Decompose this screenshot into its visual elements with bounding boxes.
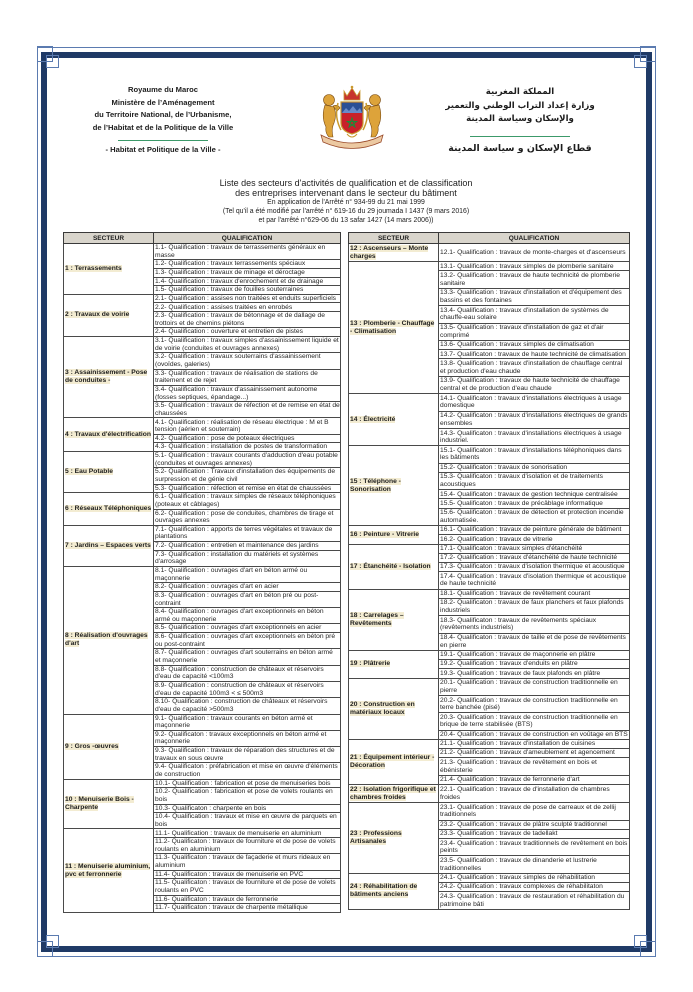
qualification-cell: 3.1- Qualification : travaux simples d'assainissement liquide et de voirie (conduites et ouvrages annexes) xyxy=(155,337,339,352)
qualification-cell: 8.1- Qualification : ouvrages d'art en béton armé ou maçonnerie xyxy=(154,566,341,582)
ministry-line-1: Ministère de l’Aménagement xyxy=(111,97,215,107)
sector-label: 13 : Plomberie - Chauffage - Climatisation xyxy=(350,319,435,335)
qualification-cell: 17.1- Qualificaton : travaux simples d'étanchéité xyxy=(439,544,630,553)
qualification-cell: 17.4- Qualification : travaux d'isolation thermique et acoustique de haute technicité xyxy=(439,572,630,589)
sector-label: 15 : Téléphone - Sonorisation xyxy=(350,477,401,493)
qualification-cell: 15.3- Qualificaton : travaux d'isolation et de traitements acoustiques xyxy=(439,472,630,489)
qualification-cell: 10.3- Qualificaton : charpente en bois xyxy=(154,804,341,813)
qualification-cell: 8.4- Qualification : ouvrages d'art exceptionnels en béton armé ou maçonnerie xyxy=(154,608,341,624)
qualification-cell: 23.3- Qualification : travaux de tadellakt xyxy=(439,829,630,838)
sector-label: 6 : Réseaux Téléphoniques xyxy=(65,505,152,512)
sector-label: 4 : Travaux d'électrification xyxy=(65,430,151,438)
coat-of-arms-icon xyxy=(317,83,387,149)
table-row xyxy=(64,294,341,303)
qualification-cell: 4.3- Qualification : installation de postes de transformation xyxy=(154,443,341,452)
qualification-cell: 18.4- Qualificaton : travaux de taille et de pose de revêtements en pierre xyxy=(439,633,630,650)
table-row xyxy=(349,446,630,463)
qualification-cell: 2.4- Qualification : ouverture et entretien de pistes xyxy=(154,328,341,337)
qualification-cell: 21.4- Qualification : travaux de ferronnerie d'art xyxy=(439,775,630,784)
sector-cell xyxy=(349,244,439,262)
qualification-cell: 15.5- Qualificaton : travaux de précâblage informatique xyxy=(439,499,630,508)
sectors-table-right xyxy=(348,232,630,910)
qualification-cell: 2.1- Qualification : assises non traitées et enduits superficiels xyxy=(154,294,341,303)
ministry-line-3: de l’Habitat et de la Politique de la Ville xyxy=(92,122,234,132)
subtitle-line-2: (Tel qu'il a été modifié par l'arrêté n° 619-16 du 29 joumada I 1437 (9 mars 2016) xyxy=(222,208,470,215)
qualification-cell: 18.2- Qualificaton : travaux de faux planchers et faux plafonds industriels xyxy=(439,598,630,615)
qualification-cell: 11.5- Qualificaton : travaux de fourniture et de pose de volets roulants en PVC xyxy=(154,879,341,895)
qualification-cell: 18.1- Qualification : travaux de revêtement courant xyxy=(439,589,630,598)
sector-label: 18 : Carrelages – Revêtements xyxy=(350,611,404,627)
letterhead-arabic xyxy=(430,86,610,127)
sector-cell xyxy=(64,525,154,566)
qualification-cell: 23.1- Qualification : travaux de pose de carreaux et de zellij traditionnels xyxy=(439,803,630,820)
qualification-cell: 1.4- Qualification : travaux d'enrochement et de drainage xyxy=(154,277,341,286)
green-divider-left xyxy=(118,140,208,141)
qualification-cell: 24.1- Qualification : travaux simples de réhabilitation xyxy=(439,873,630,882)
qualification-cell: 6.2- Qualification : pose de conduites, chambres de tirage et ouvrages annexes xyxy=(154,509,341,525)
ministry-line-2: du Territoire National, de l’Urbanisme, xyxy=(94,110,232,119)
subtitle-line-3: et par l'arrêté n°629-06 du 13 safar 1427 (14 mars 2006)) xyxy=(258,217,434,224)
qualification-cell: 13.3- Qualification : travaux d'installation et d'équipement des bassins et des fontaines xyxy=(439,288,630,305)
table-row xyxy=(349,650,630,659)
qualification-cell: 15.1- Qualificaton : travaux d'installations téléphoniques dans les bâtiments xyxy=(439,446,630,463)
qualification-cell: 15.4- Qualificaton : travaux de gestion technique centralisée xyxy=(439,490,630,499)
sector-cell xyxy=(349,394,439,446)
qualification-cell: 23.4- Qualification : travaux traditionnels de revêtement en bois peints xyxy=(439,838,630,855)
sector-label: 11 : Menuiserie aluminium, pvc et ferronnerie xyxy=(65,862,151,878)
sector-label: 22 : Isolation frigorifique et chambres froides xyxy=(350,785,436,801)
qualification-cell: 13.1- Qualification : travaux simples de plomberie sanitaire xyxy=(439,262,630,271)
qualification-cell: 13.4- Qualification : travaux d'installation de systèmes de chauffe-eau solaire xyxy=(439,306,630,323)
sector-label: 9 : Gros -œuvres xyxy=(65,742,119,750)
table-row xyxy=(64,337,341,353)
qualification-cell: 10.2- Qualification : fabrication et pose de volets roulants en bois xyxy=(154,788,341,804)
table-row xyxy=(349,526,630,535)
kingdom-name: Royaume du Maroc xyxy=(127,85,199,94)
table-row xyxy=(349,394,630,411)
table-row xyxy=(64,418,341,434)
qualification-cell: 14.3- Qualificaton : travaux d'installations électriques à usage industriel. xyxy=(439,428,630,445)
qualification-cell: 8.6- Qualification : ouvrages d'art exceptionnels en béton pré ou post-contraint xyxy=(154,633,341,649)
sector-cell xyxy=(349,589,439,650)
qualification-cell: 21.1- Qualification : travaux d'installation de cuisines xyxy=(439,739,630,748)
qualification-cell: 5.1- Qualification : travaux courants d'adduction d'eau potable (conduites et ouvrages annexes) xyxy=(154,452,341,468)
sector-cell xyxy=(64,452,154,493)
qualification-cell: 23.5- Qualification : travaux de dinanderie et lustrerie traditionnelles xyxy=(439,856,630,873)
kingdom-name-arabic: المملكة المغربية xyxy=(485,87,555,97)
sector-label: 3 : Assainissement - Pose de conduites - xyxy=(65,369,148,385)
qualification-cell: 22.1- Qualification : travaux de d'installation de chambres froides xyxy=(439,784,630,802)
green-divider-right xyxy=(470,136,570,137)
qualification-cell: 15.6- Qualificaton : travaux de détection et protection incendie automatisée. xyxy=(439,508,630,525)
qualification-cell: 8.7- Qualification : ouvrages d'art souterrains en béton armé et maçonnerie xyxy=(154,649,341,665)
table-row xyxy=(64,244,341,260)
table-row xyxy=(349,589,630,598)
sector-label: 1 : Terrassements xyxy=(65,264,122,272)
qualification-cell: 1.3- Qualification : travaux de minage et déroctage xyxy=(154,268,341,277)
qualification-cell: 12.1- Qualification : travaux de monte-charges et d'ascenseurs xyxy=(439,244,630,262)
sector-cell xyxy=(349,873,439,909)
qualification-cell: 16.1- Qualification : travaux de peinture générale de bâtiment xyxy=(439,526,630,535)
title-line-2: des entreprises intervenant dans le secteur du bâtiment xyxy=(235,188,457,198)
table-row xyxy=(64,493,341,509)
ministry-line-2-arabic: والإسكان وسياسة المدينة xyxy=(466,114,574,124)
table-header-row xyxy=(64,233,341,244)
qualification-cell: 1.5- Qualification : travaux de fouilles souterraines xyxy=(154,286,341,295)
sectors-table-left xyxy=(63,232,341,913)
qualification-cell: 11.2- Qualificaton : travaux de fourniture et de pose de volets roulants en aluminium xyxy=(154,838,341,854)
sector-cell xyxy=(64,493,154,526)
table-row xyxy=(64,829,341,838)
qualification-cell: 8.5- Qualification : ouvrages d'art exceptionnels en acier xyxy=(154,624,341,633)
sector-cell xyxy=(349,784,439,802)
sector-cell xyxy=(64,566,154,714)
qualification-cell: 8.9- Qualification : construction de châteaux et réservoirs d'eau de capacité 100m3 < ≤ 500m3 xyxy=(154,681,341,697)
department-french: - Habitat et Politique de la Ville - xyxy=(105,145,221,154)
qualification-cell: 17.2- Qualification : travaux d'étanchéité de haute technicité xyxy=(439,553,630,562)
sector-cell xyxy=(349,739,439,784)
table-header-row xyxy=(349,233,630,244)
sector-label: 21 : Équipement intérieur - Décoration xyxy=(350,753,435,769)
title-line-1: Liste des secteurs d'activités de qualification et de classification xyxy=(219,178,473,188)
table-row xyxy=(349,739,630,748)
table-row xyxy=(64,452,341,468)
qualification-cell: 23.2- Qualification : travaux de plâtre sculpté traditionnel xyxy=(439,820,630,829)
sector-cell xyxy=(349,526,439,544)
qualification-cell: 11.7- Qualificaton : travaux de charpente métallique xyxy=(154,904,341,913)
qualification-cell: 4.1- Qualification : réalisation de réseau électrique : M et B tension (aérien et souterrain) xyxy=(154,418,341,434)
qualification-cell: 10.1- Qualification : fabrication et pose de menuiseries bois xyxy=(154,779,341,788)
sector-cell xyxy=(64,829,154,913)
document-title xyxy=(126,178,566,225)
column-header-sector: SECTEUR xyxy=(64,233,154,244)
sector-cell xyxy=(349,446,439,526)
qualification-cell: 3.2- Qualification : travaux souterrains d'assainissement (ovoïdes, galeries) xyxy=(154,353,341,369)
table-row xyxy=(64,714,341,730)
qualification-cell: 21.2- Qualification : travaux d'ameublement et agencement xyxy=(439,749,630,758)
qualification-cell: 9.2- Qualificaton : travaux exceptionnels en béton armé et maçonnerie xyxy=(154,730,341,746)
table-row xyxy=(349,544,630,553)
qualification-cell: 7.1- Qualification : apports de terres végétales et travaux de plantations xyxy=(154,525,341,541)
qualification-cell: 19.2- Qualification : travaux d'enduits en plâtre xyxy=(439,660,630,669)
qualification-cell: 13.5- Qualification : travaux d'installation de gaz et d'air comprimé xyxy=(439,323,630,340)
table-row xyxy=(349,873,630,882)
table-row xyxy=(64,779,341,788)
qualification-cell: 9.1- Qualification : travaux courants en béton armé et maçonnerie xyxy=(154,714,341,730)
qualification-cell: 6.1- Qualification : travaux simples de réseaux téléphoniques (poteaux et câblages) xyxy=(154,493,341,509)
qualification-cell: 21.3- Qualification : travaux de revêtement en bois et ébénisterie xyxy=(439,758,630,775)
qualification-cell: 2.2- Qualification : assises traitées en enrobés xyxy=(154,303,341,312)
frame-corner-ornament xyxy=(46,55,59,68)
qualification-cell: 8.10- Qualification : construction de châteaux et réservoirs d'eau de capacité >500m3 xyxy=(154,698,341,714)
qualification-cell: 3.5- Qualification : travaux de réfection et de remise en état de chaussées xyxy=(155,402,340,417)
sector-label: 10 : Menuiserie Bois - Charpente xyxy=(65,796,134,812)
qualification-cell: 3.4- Qualification : travaux d'assainissement autonome (fosses septiques, épandage...) xyxy=(154,385,341,401)
sector-label: 16 : Peinture - Vitrerie xyxy=(350,530,420,538)
table-row xyxy=(349,678,630,695)
ministry-line-1-arabic: وزارة إعداد التراب الوطني والتعمير xyxy=(445,100,595,111)
sector-label: 24 : Réhabilitation de bâtiments anciens xyxy=(350,883,418,899)
table-row xyxy=(64,566,341,582)
sector-label: 14 : Électricité xyxy=(350,415,396,423)
frame-corner-ornament xyxy=(634,55,647,68)
sector-cell xyxy=(349,544,439,589)
column-header-qualification: QUALIFICATION xyxy=(154,233,341,244)
qualification-cell: 9.3- Qualification : travaux de réparation des structures et de travaux en sous œuvre xyxy=(154,747,341,763)
sector-cell xyxy=(64,779,154,829)
sector-cell xyxy=(64,294,154,336)
table-row xyxy=(349,784,630,802)
letterhead-french xyxy=(63,84,263,134)
qualification-cell: 5.3- Qualification : réfection et remise en état de chaussées xyxy=(154,484,341,493)
qualification-cell: 13.6- Qualification : travaux simples de climatisation xyxy=(439,340,630,349)
sector-label: 23 : Professions Artisanales xyxy=(350,829,402,845)
sector-label: 5 : Eau Potable xyxy=(65,468,113,476)
qualification-cell: 7.2- Qualification : entretien et maintenance des jardins xyxy=(154,542,341,551)
qualification-cell: 11.6- Qualificaton : travaux de ferronnerie xyxy=(154,895,341,904)
subtitle-line-1: En application de l'Arrêté n° 934-99 du 21 mai 1999 xyxy=(267,199,425,206)
frame-corner-ornament xyxy=(634,935,647,948)
qualification-cell: 3.3- Qualification : travaux de réalisation de stations de traitement et de rejet xyxy=(154,369,341,385)
table-row xyxy=(64,525,341,541)
qualification-cell: 11.3- Qualificaton : travaux de façaderie et murs rideaux en aluminium xyxy=(154,854,341,870)
qualification-cell: 8.3- Qualification : ouvrages d'art en béton pré ou post-contraint xyxy=(154,591,341,607)
sector-label: 20 : Construction en matériaux locaux xyxy=(350,700,415,716)
qualification-cell: 18.3- Qualificaton : travaux de revêtements spéciaux (revêtements industriels) xyxy=(439,616,630,633)
sector-label: 2 : Travaux de voirie xyxy=(65,311,130,319)
qualification-cell: 11.1- Qualification : travaux de menuiserie en aluminium xyxy=(154,829,341,838)
sector-cell xyxy=(64,337,154,418)
qualification-cell: 14.2- Qualificaton : travaux d'installations électriques de grands ensembles xyxy=(440,412,628,427)
qualification-cell: 16.2- Qualification : travaux de vitrerie xyxy=(439,535,630,544)
sector-cell xyxy=(64,714,154,779)
sector-cell xyxy=(64,244,154,295)
qualification-cell: 19.3- Qualification : travaux de faux plafonds en plâtre xyxy=(439,669,630,678)
qualification-cell: 7.3- Qualification : installation du matériels et systèmes d'arrosage xyxy=(154,550,341,566)
sector-cell xyxy=(349,678,439,739)
qualification-cell: 1.2- Qualification : travaux terrassements spéciaux xyxy=(154,260,341,269)
qualification-cell: 13.2- Qualification : travaux de haute technicité de plomberie sanitaire xyxy=(439,271,630,288)
qualification-cell: 1.1- Qualification : travaux de terrassements généraux en masse xyxy=(154,244,341,260)
qualification-cell: 13.8- Qualification : travaux d'installation de chauffage central et production d'eau chaude xyxy=(439,359,630,376)
column-header-sector: SECTEUR xyxy=(349,233,439,244)
table-row xyxy=(349,262,630,271)
qualification-cell: 8.2- Qualification : ouvrages d'art en acier xyxy=(154,583,341,592)
qualification-cell: 4.2- Qualification : pose de poteaux électriques xyxy=(154,434,341,443)
sector-label: 7 : Jardins – Espaces verts xyxy=(65,541,151,549)
qualification-cell: 20.4- Qualification : travaux de construction en voûtage en BTS xyxy=(440,730,628,738)
sector-cell xyxy=(349,803,439,874)
qualification-cell: 20.2- Qualification : travaux de construction traditionnelle en terre banchée (pisé) xyxy=(439,695,630,712)
sector-cell xyxy=(349,262,439,394)
qualification-cell: 15.2- Qualificaton : travaux de sonorisation xyxy=(439,463,630,472)
department-arabic: قطاع الإسكان و سياسة المدينة xyxy=(448,143,592,154)
qualification-cell: 24.3- Qualification : travaux de restauration et réhabilitation du patrimoine bâti xyxy=(439,892,630,910)
sector-label: 17 : Étanchéité - Isolation xyxy=(350,562,431,570)
table-row xyxy=(349,803,630,820)
qualification-cell: 9.4- Qualificaton : préfabrication et mise en œuvre d'éléments de construction xyxy=(154,763,341,779)
qualification-cell: 20.1- Qualification : travaux de construction traditionnelle en pierre xyxy=(439,678,630,695)
qualification-cell: 8.8- Qualification : construction de châteaux et réservoirs d'eau de capacité <100m3 xyxy=(154,665,341,681)
qualification-cell: 11.4- Qualificaton : travaux de menuiserie en PVC xyxy=(154,870,341,879)
column-header-qualification: QUALIFICATION xyxy=(439,233,630,244)
qualification-cell: 2.3- Qualification : travaux de bétonnage et de dallage de trottoirs et de chemins piétons xyxy=(154,312,341,328)
qualification-cell: 13.7- Qualificaton : travaux de haute technicité de climatisation xyxy=(439,350,630,359)
table-row xyxy=(349,244,630,262)
frame-corner-ornament xyxy=(46,935,59,948)
qualification-cell: 5.2- Qualification : Travaux d'installation des équipements de surpression et de génie civil xyxy=(154,468,341,484)
sector-cell xyxy=(349,650,439,678)
qualification-cell: 20.3- Qualification : travaux de construction traditionnelle en brique de terre stabilisée (BTS) xyxy=(439,713,630,730)
qualification-cell: 10.4- Qualification : travaux et mise en œuvre de parquets en bois xyxy=(154,813,341,829)
sector-label: 8 : Réalisation d'ouvrages d'art xyxy=(65,632,148,648)
qualification-cell: 13.9- Qualification : travaux de haute technicité de chauffage central et de production d'eau chaude xyxy=(439,376,630,393)
sector-label: 19 : Plâtrerie xyxy=(350,660,391,668)
qualification-cell: 14.1- Qualificaton : travaux d'installations électriques à usage domestique xyxy=(439,394,630,411)
qualification-cell: 24.2- Qualification : travaux complexes de réhabilitaton xyxy=(439,882,630,891)
sector-label: 12 : Ascenseurs – Monte charges xyxy=(350,244,429,260)
qualification-cell: 19.1- Qualification : travaux de maçonnerie en plâtre xyxy=(439,650,630,659)
sector-cell xyxy=(64,418,154,452)
qualification-cell: 17.3- Qualificaton : travaux d'isolation thermique et acoustique xyxy=(439,562,630,571)
